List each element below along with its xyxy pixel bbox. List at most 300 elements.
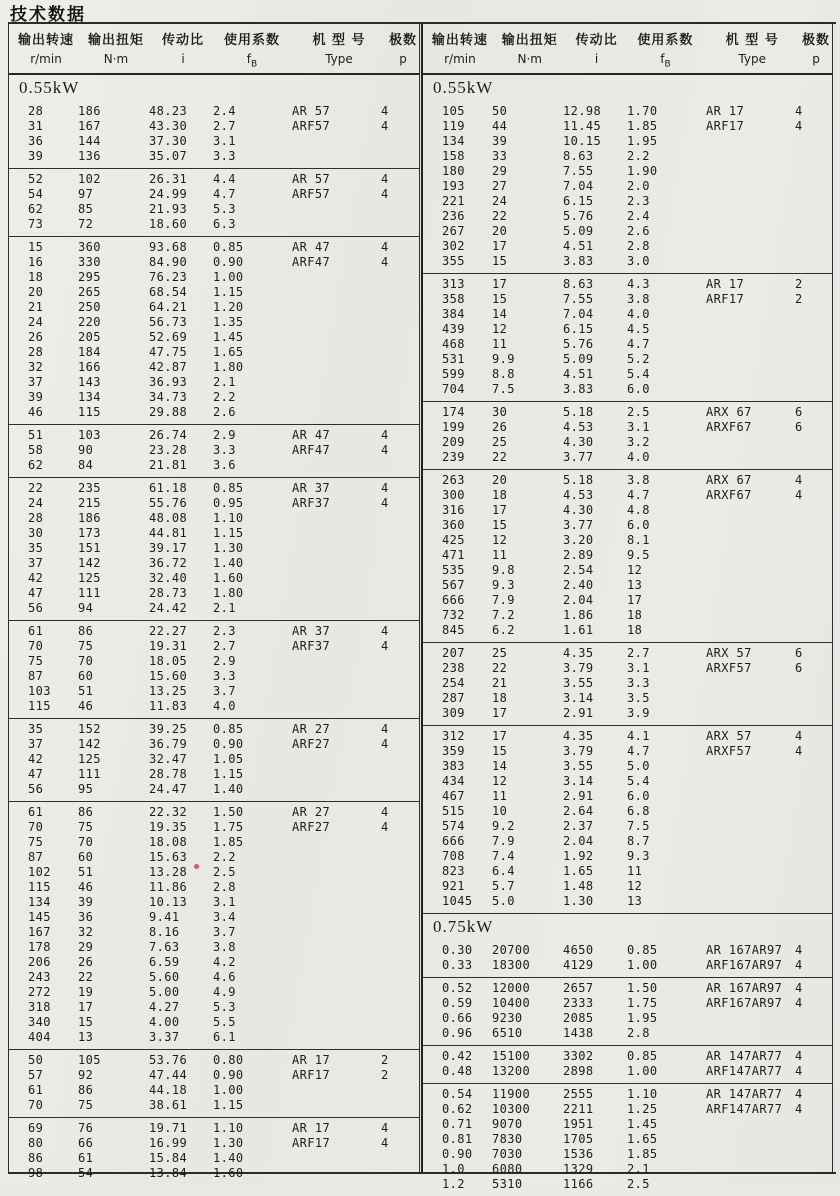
data-group xyxy=(9,718,419,801)
ratio-cell: 7.55 xyxy=(563,292,594,307)
output-torque-cell: 19 xyxy=(78,985,94,1000)
type-cell: ARXF57 xyxy=(706,661,752,676)
type-cell xyxy=(706,1132,795,1147)
table-row xyxy=(423,774,832,789)
poles-cell xyxy=(381,669,419,684)
output-speed-cell: 567 xyxy=(442,578,465,593)
poles-cell: 4 xyxy=(795,488,803,503)
type-cell: ARF57 xyxy=(292,119,331,134)
poles-cell xyxy=(795,548,832,563)
ratio-cell: 43.30 xyxy=(149,119,188,134)
ratio-cell: 5.76 xyxy=(563,337,594,352)
table-row xyxy=(9,639,419,654)
ratio-cell: 12.98 xyxy=(563,104,602,119)
ratio-cell: 52.69 xyxy=(149,330,188,345)
ratio-cell: 13.84 xyxy=(149,1166,188,1181)
table-row xyxy=(423,179,832,194)
service-factor-cell: 3.5 xyxy=(627,691,650,706)
table-row xyxy=(9,240,419,255)
poles-cell xyxy=(381,586,419,601)
output-torque-cell: 86 xyxy=(78,805,94,820)
type-cell xyxy=(706,849,795,864)
ratio-cell: 61.18 xyxy=(149,481,188,496)
poles-cell xyxy=(795,533,832,548)
output-torque-cell: 125 xyxy=(78,571,101,586)
output-speed-cell: 267 xyxy=(442,224,465,239)
ratio-cell: 1329 xyxy=(563,1162,594,1177)
ratio-cell: 10.15 xyxy=(563,134,602,149)
service-factor-cell: 11 xyxy=(627,864,643,879)
poles-cell xyxy=(381,458,419,473)
output-torque-cell: 215 xyxy=(78,496,101,511)
service-factor-cell: 0.85 xyxy=(213,722,244,737)
ratio-cell: 2333 xyxy=(563,996,594,1011)
table-row xyxy=(423,563,832,578)
type-cell xyxy=(292,571,381,586)
service-factor-cell: 4.7 xyxy=(213,187,236,202)
output-torque-cell: 152 xyxy=(78,722,101,737)
type-cell xyxy=(706,134,795,149)
type-cell xyxy=(706,209,795,224)
ratio-cell: 32.47 xyxy=(149,752,188,767)
poles-cell: 4 xyxy=(381,240,389,255)
output-speed-cell: 316 xyxy=(442,503,465,518)
output-torque-cell: 134 xyxy=(78,390,101,405)
service-factor-cell: 8.1 xyxy=(627,533,650,548)
type-cell xyxy=(292,285,381,300)
service-factor-cell: 12 xyxy=(627,879,643,894)
poles-cell: 4 xyxy=(381,805,389,820)
table-row xyxy=(9,556,419,571)
table-row xyxy=(423,450,832,465)
table-row xyxy=(9,669,419,684)
ratio-cell: 36.93 xyxy=(149,375,188,390)
col-header-ratio: 传动比 i xyxy=(575,33,618,66)
poles-cell xyxy=(795,819,832,834)
table-row xyxy=(9,187,419,202)
service-factor-cell: 4.7 xyxy=(627,744,650,759)
output-speed-cell: 312 xyxy=(442,729,465,744)
poles-cell xyxy=(795,789,832,804)
service-factor-cell: 2.5 xyxy=(213,865,236,880)
ratio-cell: 9.41 xyxy=(149,910,180,925)
table-row xyxy=(423,382,832,397)
ratio-cell: 4.00 xyxy=(149,1015,180,1030)
output-torque-cell: 15 xyxy=(78,1015,94,1030)
table-row xyxy=(9,601,419,616)
table-header xyxy=(423,24,832,75)
ratio-cell: 3.20 xyxy=(563,533,594,548)
output-speed-cell: 134 xyxy=(442,134,465,149)
output-torque-cell: 265 xyxy=(78,285,101,300)
service-factor-cell: 2.4 xyxy=(213,104,236,119)
type-cell xyxy=(706,691,795,706)
type-cell: ARX 67 xyxy=(706,473,752,488)
output-speed-cell: 921 xyxy=(442,879,465,894)
output-torque-cell: 36 xyxy=(78,910,94,925)
service-factor-cell: 2.8 xyxy=(627,239,650,254)
ratio-cell: 2.04 xyxy=(563,834,594,849)
output-speed-cell: 199 xyxy=(442,420,465,435)
ratio-cell: 2.04 xyxy=(563,593,594,608)
ratio-cell: 2.37 xyxy=(563,819,594,834)
poles-cell xyxy=(381,202,419,217)
table-row xyxy=(9,835,419,850)
type-cell: ARF47 xyxy=(292,443,331,458)
type-cell xyxy=(706,179,795,194)
table-row xyxy=(423,804,832,819)
ratio-cell: 4.51 xyxy=(563,239,594,254)
type-cell xyxy=(292,970,381,985)
service-factor-cell: 6.0 xyxy=(627,518,650,533)
poles-cell xyxy=(381,149,419,164)
table-row xyxy=(423,1049,832,1064)
output-torque-cell: 12 xyxy=(492,774,508,789)
output-torque-cell: 44 xyxy=(492,119,508,134)
ratio-cell: 5.00 xyxy=(149,985,180,1000)
table-row xyxy=(9,1083,419,1098)
table-row xyxy=(9,1166,419,1181)
ratio-cell: 13.25 xyxy=(149,684,188,699)
service-factor-cell: 1.40 xyxy=(213,782,244,797)
output-speed-cell: 0.52 xyxy=(442,981,473,996)
type-cell: AR 47 xyxy=(292,428,331,443)
output-speed-cell: 52 xyxy=(28,172,44,187)
output-speed-cell: 666 xyxy=(442,834,465,849)
type-cell xyxy=(706,623,795,638)
output-torque-cell: 51 xyxy=(78,865,94,880)
ratio-cell: 24.47 xyxy=(149,782,188,797)
output-torque-cell: 26 xyxy=(78,955,94,970)
output-torque-cell: 6.4 xyxy=(492,864,515,879)
type-cell xyxy=(706,864,795,879)
service-factor-cell: 1.00 xyxy=(627,958,658,973)
table-row xyxy=(9,955,419,970)
output-speed-cell: 599 xyxy=(442,367,465,382)
type-cell xyxy=(292,782,381,797)
service-factor-cell: 2.3 xyxy=(213,624,236,639)
type-cell xyxy=(292,1098,381,1113)
output-torque-cell: 13 xyxy=(78,1030,94,1045)
type-cell xyxy=(292,202,381,217)
service-factor-cell: 1.15 xyxy=(213,1098,244,1113)
output-torque-cell: 50 xyxy=(492,104,508,119)
ratio-cell: 64.21 xyxy=(149,300,188,315)
type-cell: AR 37 xyxy=(292,624,331,639)
poles-cell xyxy=(381,1151,419,1166)
ratio-cell: 3.83 xyxy=(563,382,594,397)
output-torque-cell: 125 xyxy=(78,752,101,767)
type-cell: ARF147AR77 xyxy=(706,1102,783,1117)
ratio-cell: 8.16 xyxy=(149,925,180,940)
output-torque-cell: 5.7 xyxy=(492,879,515,894)
ratio-cell: 2.91 xyxy=(563,789,594,804)
table-row xyxy=(423,849,832,864)
service-factor-cell: 1.75 xyxy=(213,820,244,835)
table-row xyxy=(423,578,832,593)
service-factor-cell: 6.8 xyxy=(627,804,650,819)
output-speed-cell: 115 xyxy=(28,880,51,895)
output-torque-cell: 54 xyxy=(78,1166,94,1181)
output-torque-cell: 30 xyxy=(492,405,508,420)
table-row xyxy=(423,706,832,721)
ratio-cell: 2085 xyxy=(563,1011,594,1026)
output-torque-cell: 5.0 xyxy=(492,894,515,909)
output-torque-cell: 15 xyxy=(492,254,508,269)
table-row xyxy=(9,511,419,526)
ratio-cell: 4.53 xyxy=(563,420,594,435)
service-factor-cell: 2.5 xyxy=(627,1177,650,1192)
service-factor-cell: 17 xyxy=(627,593,643,608)
type-cell: AR 17 xyxy=(292,1121,331,1136)
output-torque-cell: 85 xyxy=(78,202,94,217)
output-speed-cell: 30 xyxy=(28,526,44,541)
output-speed-cell: 193 xyxy=(442,179,465,194)
ratio-cell: 2.91 xyxy=(563,706,594,721)
poles-cell xyxy=(795,563,832,578)
table-row xyxy=(423,473,832,488)
table-row xyxy=(423,593,832,608)
poles-cell: 4 xyxy=(795,729,803,744)
poles-cell xyxy=(381,684,419,699)
ratio-cell: 44.18 xyxy=(149,1083,188,1098)
output-speed-cell: 384 xyxy=(442,307,465,322)
power-rating-label: 0.55kW xyxy=(19,78,80,98)
service-factor-cell: 4.0 xyxy=(213,699,236,714)
service-factor-cell: 1.10 xyxy=(213,511,244,526)
poles-cell: 4 xyxy=(795,744,803,759)
output-torque-cell: 39 xyxy=(78,895,94,910)
poles-cell xyxy=(381,526,419,541)
output-speed-cell: 845 xyxy=(442,623,465,638)
data-group xyxy=(9,236,419,424)
data-group xyxy=(423,1045,832,1083)
data-group xyxy=(423,642,832,725)
output-torque-cell: 111 xyxy=(78,767,101,782)
output-torque-cell: 103 xyxy=(78,428,101,443)
ratio-cell: 1.92 xyxy=(563,849,594,864)
service-factor-cell: 1.40 xyxy=(213,1151,244,1166)
type-cell xyxy=(706,593,795,608)
output-torque-cell: 15 xyxy=(492,292,508,307)
output-torque-cell: 24 xyxy=(492,194,508,209)
type-cell: AR 57 xyxy=(292,104,331,119)
output-speed-cell: 42 xyxy=(28,752,44,767)
type-cell xyxy=(706,224,795,239)
col-header-output-torque: 输出扭矩 N·m xyxy=(87,33,144,66)
poles-cell xyxy=(381,1083,419,1098)
output-torque-cell: 7.5 xyxy=(492,382,515,397)
poles-cell: 2 xyxy=(795,292,803,307)
output-speed-cell: 16 xyxy=(28,255,44,270)
type-cell xyxy=(292,134,381,149)
ratio-cell: 68.54 xyxy=(149,285,188,300)
ratio-cell: 13.28 xyxy=(149,865,188,880)
output-speed-cell: 56 xyxy=(28,782,44,797)
service-factor-cell: 3.1 xyxy=(213,895,236,910)
output-torque-cell: 9230 xyxy=(492,1011,523,1026)
type-cell xyxy=(292,601,381,616)
output-speed-cell: 1045 xyxy=(442,894,473,909)
output-speed-cell: 0.59 xyxy=(442,996,473,1011)
table-row xyxy=(9,390,419,405)
output-speed-cell: 178 xyxy=(28,940,51,955)
output-speed-cell: 87 xyxy=(28,850,44,865)
output-speed-cell: 263 xyxy=(442,473,465,488)
table-row xyxy=(423,194,832,209)
table-row xyxy=(423,1132,832,1147)
table-row xyxy=(9,970,419,985)
service-factor-cell: 2.1 xyxy=(627,1162,650,1177)
type-cell: ARF17 xyxy=(706,119,745,134)
table-row xyxy=(423,1162,832,1177)
type-cell xyxy=(292,955,381,970)
output-speed-cell: 287 xyxy=(442,691,465,706)
type-cell xyxy=(706,834,795,849)
output-torque-cell: 11 xyxy=(492,337,508,352)
output-torque-cell: 12000 xyxy=(492,981,531,996)
data-group xyxy=(423,469,832,642)
table-row xyxy=(423,879,832,894)
poles-cell xyxy=(381,895,419,910)
output-speed-cell: 119 xyxy=(442,119,465,134)
ratio-cell: 11.86 xyxy=(149,880,188,895)
output-speed-cell: 75 xyxy=(28,835,44,850)
table-row xyxy=(9,925,419,940)
type-cell: ARF37 xyxy=(292,496,331,511)
table-row xyxy=(9,458,419,473)
output-speed-cell: 300 xyxy=(442,488,465,503)
output-speed-cell: 105 xyxy=(442,104,465,119)
poles-cell xyxy=(381,752,419,767)
poles-cell xyxy=(381,360,419,375)
output-speed-cell: 47 xyxy=(28,586,44,601)
type-cell xyxy=(706,149,795,164)
poles-cell xyxy=(795,834,832,849)
output-speed-cell: 102 xyxy=(28,865,51,880)
ratio-cell: 11.45 xyxy=(563,119,602,134)
output-speed-cell: 236 xyxy=(442,209,465,224)
table-row xyxy=(423,608,832,623)
service-factor-cell: 6.1 xyxy=(213,1030,236,1045)
poles-cell xyxy=(795,879,832,894)
output-speed-cell: 0.33 xyxy=(442,958,473,973)
output-torque-cell: 360 xyxy=(78,240,101,255)
output-torque-cell: 46 xyxy=(78,880,94,895)
ratio-cell: 38.61 xyxy=(149,1098,188,1113)
power-rating-label: 0.75kW xyxy=(433,917,494,937)
poles-cell xyxy=(381,835,419,850)
type-cell xyxy=(706,578,795,593)
output-speed-cell: 15 xyxy=(28,240,44,255)
left-data-table xyxy=(8,24,420,1181)
ratio-cell: 2.54 xyxy=(563,563,594,578)
type-cell xyxy=(706,533,795,548)
output-torque-cell: 32 xyxy=(78,925,94,940)
poles-cell: 4 xyxy=(381,496,389,511)
ratio-cell: 1536 xyxy=(563,1147,594,1162)
table-row xyxy=(423,435,832,450)
type-cell xyxy=(706,804,795,819)
output-torque-cell: 90 xyxy=(78,443,94,458)
type-cell xyxy=(292,345,381,360)
poles-cell: 4 xyxy=(381,104,389,119)
poles-cell xyxy=(381,330,419,345)
ratio-cell: 5.09 xyxy=(563,352,594,367)
table-row xyxy=(423,352,832,367)
table-row xyxy=(423,789,832,804)
table-row xyxy=(9,496,419,511)
service-factor-cell: 4.0 xyxy=(627,450,650,465)
output-torque-cell: 9.9 xyxy=(492,352,515,367)
table-row xyxy=(9,104,419,119)
ratio-cell: 84.90 xyxy=(149,255,188,270)
ratio-cell: 28.78 xyxy=(149,767,188,782)
ratio-cell: 18.05 xyxy=(149,654,188,669)
table-row xyxy=(9,586,419,601)
table-row xyxy=(9,820,419,835)
service-factor-cell: 13 xyxy=(627,894,643,909)
poles-cell xyxy=(795,194,832,209)
poles-cell xyxy=(795,706,832,721)
poles-cell: 4 xyxy=(381,624,389,639)
type-cell xyxy=(292,895,381,910)
table-row xyxy=(9,985,419,1000)
table-row xyxy=(9,699,419,714)
service-factor-cell: 2.7 xyxy=(213,119,236,134)
output-speed-cell: 0.62 xyxy=(442,1102,473,1117)
output-speed-cell: 515 xyxy=(442,804,465,819)
table-row xyxy=(423,337,832,352)
output-torque-cell: 29 xyxy=(78,940,94,955)
output-torque-cell: 20700 xyxy=(492,943,531,958)
type-cell xyxy=(292,330,381,345)
service-factor-cell: 3.2 xyxy=(627,435,650,450)
type-cell xyxy=(706,239,795,254)
type-cell xyxy=(706,1147,795,1162)
poles-cell: 4 xyxy=(381,172,389,187)
output-torque-cell: 22 xyxy=(492,661,508,676)
ratio-cell: 15.60 xyxy=(149,669,188,684)
table-row xyxy=(423,691,832,706)
output-speed-cell: 39 xyxy=(28,149,44,164)
ratio-cell: 56.73 xyxy=(149,315,188,330)
poles-cell: 4 xyxy=(381,1136,389,1151)
poles-cell: 4 xyxy=(795,1064,803,1079)
output-torque-cell: 9.2 xyxy=(492,819,515,834)
output-torque-cell: 17 xyxy=(78,1000,94,1015)
output-speed-cell: 115 xyxy=(28,699,51,714)
poles-cell: 4 xyxy=(381,481,389,496)
output-speed-cell: 134 xyxy=(28,895,51,910)
service-factor-cell: 3.1 xyxy=(627,661,650,676)
ratio-cell: 5.60 xyxy=(149,970,180,985)
output-torque-cell: 205 xyxy=(78,330,101,345)
table-row xyxy=(423,420,832,435)
output-torque-cell: 10300 xyxy=(492,1102,531,1117)
type-cell xyxy=(292,405,381,420)
ratio-cell: 2657 xyxy=(563,981,594,996)
poles-cell xyxy=(381,601,419,616)
service-factor-cell: 1.60 xyxy=(213,571,244,586)
service-factor-cell: 3.0 xyxy=(627,254,650,269)
table-row xyxy=(9,481,419,496)
col-header-service-factor: 使用系数 $f_B$ xyxy=(223,33,280,70)
service-factor-cell: 4.9 xyxy=(213,985,236,1000)
ratio-cell: 15.63 xyxy=(149,850,188,865)
output-torque-cell: 7030 xyxy=(492,1147,523,1162)
poles-cell xyxy=(381,345,419,360)
